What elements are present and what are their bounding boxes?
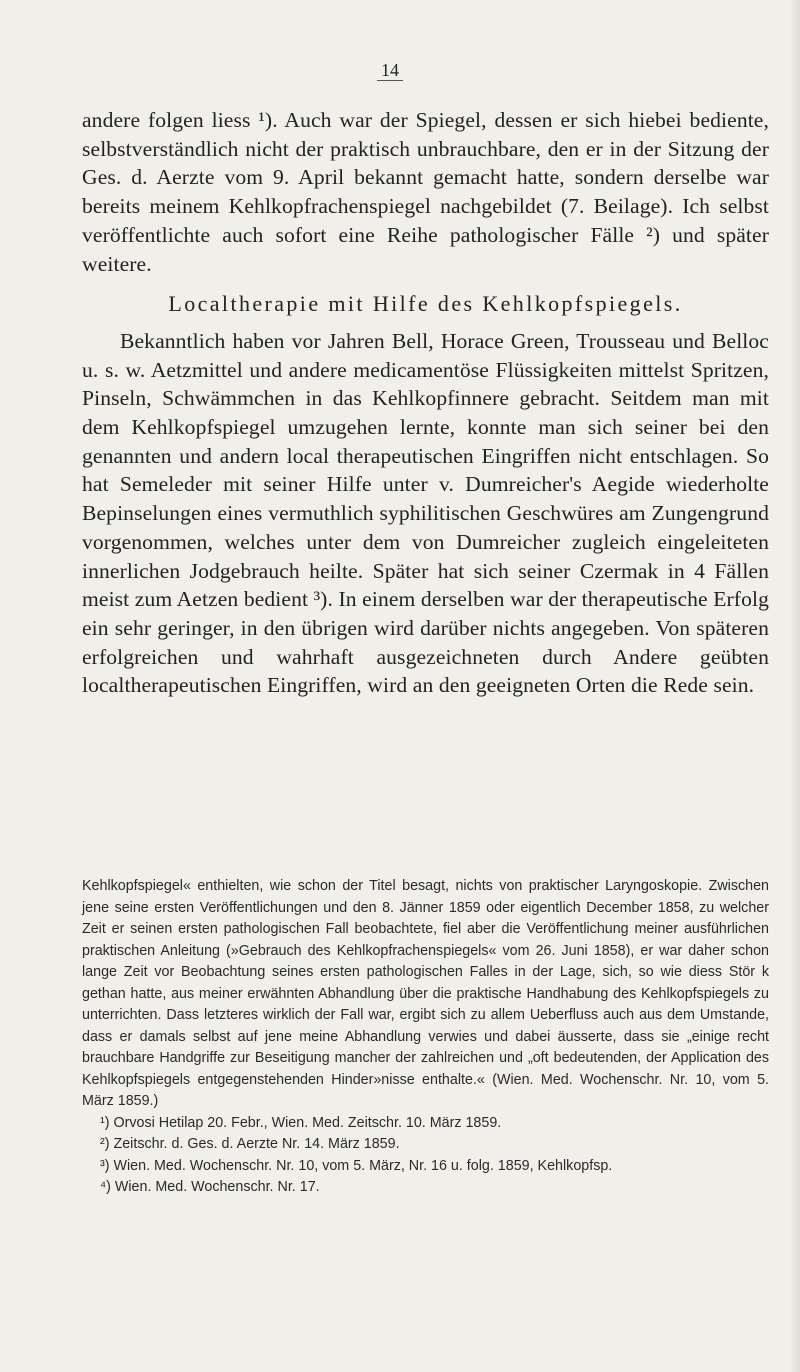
footnote-2: ²) Zeitschr. d. Ges. d. Aerzte Nr. 14. März 1859.	[100, 1136, 400, 1152]
page-edge-shadow	[790, 0, 800, 1372]
footnote-4: ⁴) Wien. Med. Wochenschr. Nr. 17.	[100, 1179, 320, 1195]
main-text	[82, 106, 769, 700]
section-heading: Localtherapie mit Hilfe des Kehlkopfspiegels.	[168, 291, 683, 317]
page-number: 14	[377, 60, 403, 81]
footnote-1: ¹) Orvosi Hetilap 20. Febr., Wien. Med. Zeitschr. 10. März 1859.	[100, 1114, 502, 1131]
footnotes	[82, 876, 769, 1199]
paragraph-1: andere folgen liess ¹). Auch war der Spiegel, dessen er sich hiebei bediente, selbstverständlich nicht der praktisch unbrauchbare, den er in der Sitzung der Ges. d. Aerzte vom 9. April bekannt gemacht hatte, sondern derselbe war bereits meinem Kehlkopfrachenspiegel nachgebildet (7. Beilage). Ich selbst veröffentlichte auch sofort eine Reihe pathologischer Fälle ²) und später weitere.	[82, 108, 769, 276]
footnote-3: ³) Wien. Med. Wochenschr. Nr. 10, vom 5. März, Nr. 16 u. folg. 1859, Kehlkopfsp.	[100, 1157, 613, 1174]
footnote-continuation: Kehlkopfspiegel« enthielten, wie schon der Titel besagt, nichts von praktischer Laryngoskopie. Zwischen jene seine ersten Veröffentlichungen und den 8. Jänner 1859 oder eigentlich December 1858, zu welcher Zeit er seinen ersten pathologischen Fall beobachtete, fiel aber die Veröffentlichung meiner ausführlichen praktischen Anleitung (»Gebrauch des Kehlkopfrachenspiegels« vom 26. Juni 1858), er war daher schon lange Zeit vor Beobachtung seines ersten pathologischen Falles in der Lage, sich, so wie diess Stör k gethan hatte, aus meiner erwähnten Abhandlung über die praktische Handhabung des Kehlkopfspiegels zu unterrichten. Dass letzteres wirklich der Fall war, ergibt sich zu allem Ueberfluss auch aus dem Umstande, dass er damals selbst auf jene meine Abhandlung verwies und dabei äusserte, dass sie „einige recht brauchbare Handgriffe zur Beseitigung mancher der zahlreichen und „oft bedeutenden, der Application des Kehlkopfspiegels entgegenstehenden Hinder»nisse enthalte.« (Wien. Med. Wochenschr. Nr. 10, vom 5. März 1859.)	[82, 878, 769, 1109]
paragraph-2: Bekanntlich haben vor Jahren Bell, Horace Green, Trousseau und Belloc u. s. w. Aetzmittel und andere medicamentöse Flüssigkeiten mittelst Spritzen, Pinseln, Schwämmchen in das Kehlkopfinnere gebracht. Seitdem man mit dem Kehlkopfspiegel umzugehen lernte, konnte man sich seiner bei den genannten und andern local therapeutischen Eingriffen nicht entschlagen. So hat Semeleder mit seiner Hilfe unter v. Dumreicher's Aegide wiederholte Bepinselungen eines vermuthlich syphilitischen Geschwüres am Zungengrund vorgenommen, welches unter dem von Dumreicher zugleich eingeleiteten innerlichen Jodgebrauch heilte. Später hat sich seiner Czermak in 4 Fällen meist zum Aetzen bedient ³). In einem derselben war der therapeutische Erfolg ein sehr geringer, in den übrigen wird darüber nichts angegeben. Von späteren erfolgreichen und wahrhaft ausgezeichneten durch Andere geübten localtherapeutischen Eingriffen, wird an den geeigneten Orten die Rede sein.	[82, 328, 769, 698]
